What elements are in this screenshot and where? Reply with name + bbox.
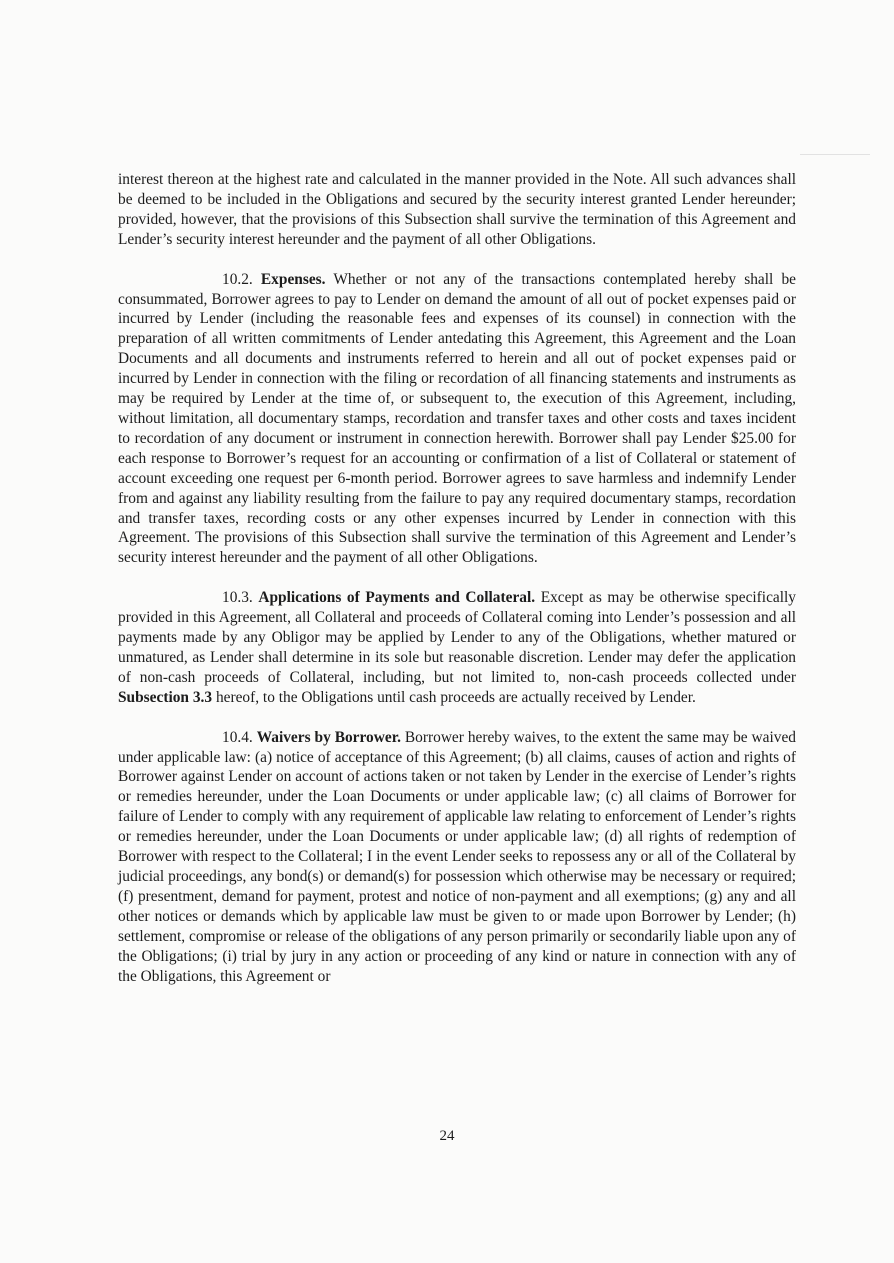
section-10-2-expenses bbox=[118, 270, 796, 569]
scan-artifact bbox=[800, 154, 870, 155]
paragraph-text: interest thereon at the highest rate and calculated in the manner provided in the Note. All such advances shall be deemed to be included in the Obligations and secured by the security interest granted Lender hereunder; provided, however, that the provisions of this Subsection shall survive the termination of this Agreement and Lender’s security interest hereunder and the payment of all other Obligations. bbox=[118, 171, 796, 248]
section-number: 10.2. bbox=[222, 270, 253, 288]
paragraph-continuation bbox=[118, 170, 796, 250]
page-body bbox=[118, 170, 796, 1006]
section-heading: Applications of Payments and Collateral. bbox=[258, 589, 536, 607]
subsection-reference: Subsection 3.3 bbox=[118, 688, 213, 706]
section-10-3-applications bbox=[118, 588, 796, 707]
paragraph-text: Borrower hereby waives, to the extent the same may be waived under applicable law: (a) notice of acceptance of this Agreement; (b) all claims, causes of action and rights of Borrower against Lender on account of actions taken or not taken by Lender in the exercise of Lender’s rights or remedies hereunder, under the Loan Documents or under applicable law; (c) all claims of Borrower for failure of Lender to comply with any requirement of applicable law relating to enforcement of Lender’s rights or remedies hereunder, under the Loan Documents or under applicable law; (d) all rights of redemption of Borrower with respect to the Collateral; I in the event Lender seeks to repossess any or all of the Collateral by judicial proceedings, any bond(s) or demand(s) for possession which otherwise may be necessary or required; (f) presentment, demand for payment, protest and notice of non-payment and all exemptions; (g) any and all other notices or demands which by applicable law must be given to or made upon Borrower by Lender; (h) settlement, compromise or release of the obligations of any person primarily or secondarily liable upon any of the Obligations; (i) trial by jury in any action or proceeding of any kind or nature in connection with any of the Obligations, this Agreement or bbox=[118, 728, 796, 985]
page-number: 24 bbox=[439, 1128, 455, 1144]
section-number: 10.3. bbox=[222, 589, 253, 607]
section-number: 10.4. bbox=[222, 728, 253, 746]
section-10-4-waivers bbox=[118, 728, 796, 987]
section-heading: Expenses. bbox=[260, 270, 326, 288]
section-heading: Waivers by Borrower. bbox=[256, 728, 401, 746]
paragraph-text: Whether or not any of the transactions contemplated hereby shall be consummated, Borrower agrees to pay to Lender on demand the amount of all out of pocket expenses paid or incurred by Lender (including the reasonable fees and expenses of its counsel) in connection with the preparation of all written commitments of Lender antedating this Agreement, this Agreement and the Loan Documents and all documents and instruments referred to herein and all out of pocket expenses paid or incurred by Lender in connection with the filing or recordation of all financing statements and instruments as may be required by Lender at the time of, or subsequent to, the execution of this Agreement, including, without limitation, all documentary stamps, recordation and transfer taxes and other costs and taxes incident to recordation of any document or instrument in connection herewith. Borrower shall pay Lender $25.00 for each response to Borrower’s request for an accounting or confirmation of a list of Collateral or statement of account exceeding one request per 6-month period. Borrower agrees to save harmless and indemnify Lender from and against any liability resulting from the failure to pay any required documentary stamps, recordation and transfer taxes, recording costs or any other expenses incurred by Lender in connection with this Agreement. The provisions of this Subsection shall survive the termination of this Agreement and Lender’s security interest hereunder and the payment of all other Obligations. bbox=[118, 270, 796, 567]
paragraph-text: hereof, to the Obligations until cash proceeds are actually received by Lender. bbox=[215, 688, 696, 706]
paragraph-text: Except as may be otherwise specifically provided in this Agreement, all Collateral and proceeds of Collateral coming into Lender’s possession and all payments made by any Obligor may be applied by Lender to any of the Obligations, whether matured or unmatured, as Lender shall determine in its sole but reasonable discretion. Lender may defer the application of non-cash proceeds of Collateral, including, but not limited to, non-cash proceeds collected under bbox=[118, 589, 796, 686]
